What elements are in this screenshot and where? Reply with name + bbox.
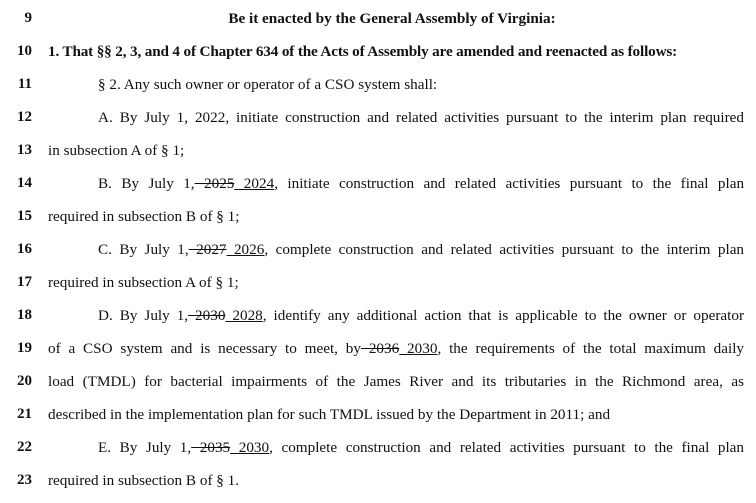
paragraph-a: A. By July 1, 2022, initiate construction and related activities pursuant to the interim plan required [98,109,744,126]
line-number: 23 [17,472,32,488]
line-number: 9 [24,10,32,26]
line-11 [0,68,756,101]
paragraph-e-cont: required in subsection B of § 1. [48,472,240,489]
line-12 [0,101,756,134]
line-21 [0,398,756,431]
line-16 [0,233,756,266]
paragraph-c-cont: required in subsection A of § 1; [48,274,239,291]
enacting-clause: Be it enacted by the General Assembly of Virginia: [228,10,556,27]
line-9 [0,2,756,35]
paragraph-b: B. By July 1, 2025 2024, initiate construction and related activities pursuant to the final plan [98,175,745,192]
line-number: 10 [17,43,32,59]
inserted-year: 2024 [234,175,275,192]
inserted-year: 2030 [230,439,270,456]
line-number: 15 [17,208,32,224]
paragraph-d-cont: described in the implementation plan for such TMDL issued by the Department in 2011; and [48,406,611,423]
paragraph-e: E. By July 1, 2035 2030, complete construction and related activities pursuant to the final plan [98,439,745,456]
line-number: 12 [17,109,32,125]
paragraph-b-cont: required in subsection B of § 1; [48,208,240,225]
struck-year: 2035 [191,439,231,456]
section-heading: § 2. Any such owner or operator of a CSO system shall: [98,76,438,93]
line-14 [0,167,756,200]
amendment-clause: 1. That §§ 2, 3, and 4 of Chapter 634 of the Acts of Assembly are amended and reenacted as follows: [48,43,678,60]
line-13 [0,134,756,167]
struck-year: 2036 [361,340,400,357]
line-10 [0,35,756,68]
line-22 [0,431,756,464]
line-number: 16 [17,241,32,257]
line-number: 20 [17,373,32,389]
line-number: 19 [17,340,32,356]
line-number: 14 [17,175,32,191]
inserted-year: 2026 [226,241,265,258]
line-number: 18 [17,307,32,323]
line-17 [0,266,756,299]
paragraph-d-cont: of a CSO system and is necessary to meet, by 2036 2030, the requirements of the total maximum daily [48,340,745,357]
line-number: 11 [17,76,32,92]
paragraph-d: D. By July 1, 2030 2028, identify any additional action that is applicable to the owner or operator [98,307,745,324]
paragraph-d-cont: load (TMDL) for bacterial impairments of the James River and its tributaries in the Richmond area, as [48,373,744,390]
line-19 [0,332,756,365]
line-20 [0,365,756,398]
struck-year: 2025 [194,175,235,192]
struck-year: 2027 [188,241,227,258]
line-number: 21 [17,406,32,422]
paragraph-c: C. By July 1, 2027 2026, complete construction and related activities pursuant to the interim plan [98,241,745,258]
inserted-year: 2030 [399,340,438,357]
line-number: 13 [17,142,32,158]
line-15 [0,200,756,233]
inserted-year: 2028 [225,307,263,324]
line-number: 22 [17,439,32,455]
paragraph-a-cont: in subsection A of § 1; [48,142,185,159]
line-18 [0,299,756,332]
line-23 [0,464,756,497]
struck-year: 2030 [188,307,226,324]
line-number: 17 [17,274,32,290]
